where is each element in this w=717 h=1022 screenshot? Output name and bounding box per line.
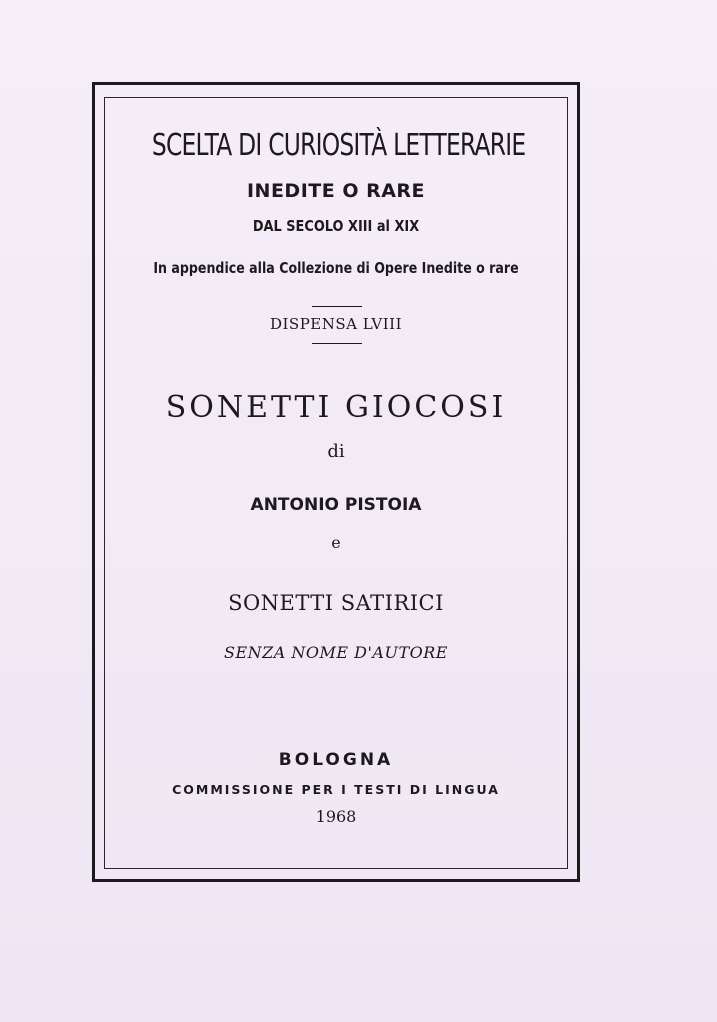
series-title: SCELTA DI CURIOSITÀ LETTERARIE [151, 128, 526, 163]
divider-rule-top [312, 306, 362, 307]
second-work-title: SONETTI SATIRICI [228, 591, 444, 615]
imprint-publisher: COMMISSIONE PER I TESTI DI LINGUA [172, 782, 500, 797]
divider-rule-bottom [312, 343, 362, 344]
appendix-note: In appendice alla Collezione di Opere Inedite o rare [153, 259, 519, 277]
conjunction: e [331, 533, 341, 552]
imprint-city: BOLOGNA [278, 750, 394, 770]
anonymous-author-note: SENZA NOME D'AUTORE [224, 643, 448, 662]
series-subtitle-line1: INEDITE O RARE [246, 180, 426, 202]
work-title: SONETTI GIOCOSI [165, 390, 507, 425]
by-word: di [327, 441, 345, 462]
issue-label: DISPENSA LVIII [269, 315, 403, 333]
imprint-year: 1968 [315, 807, 357, 826]
author-name: ANTONIO PISTOIA [250, 495, 422, 515]
series-subtitle-line2: DAL SECOLO XIII al XIX [252, 217, 420, 235]
